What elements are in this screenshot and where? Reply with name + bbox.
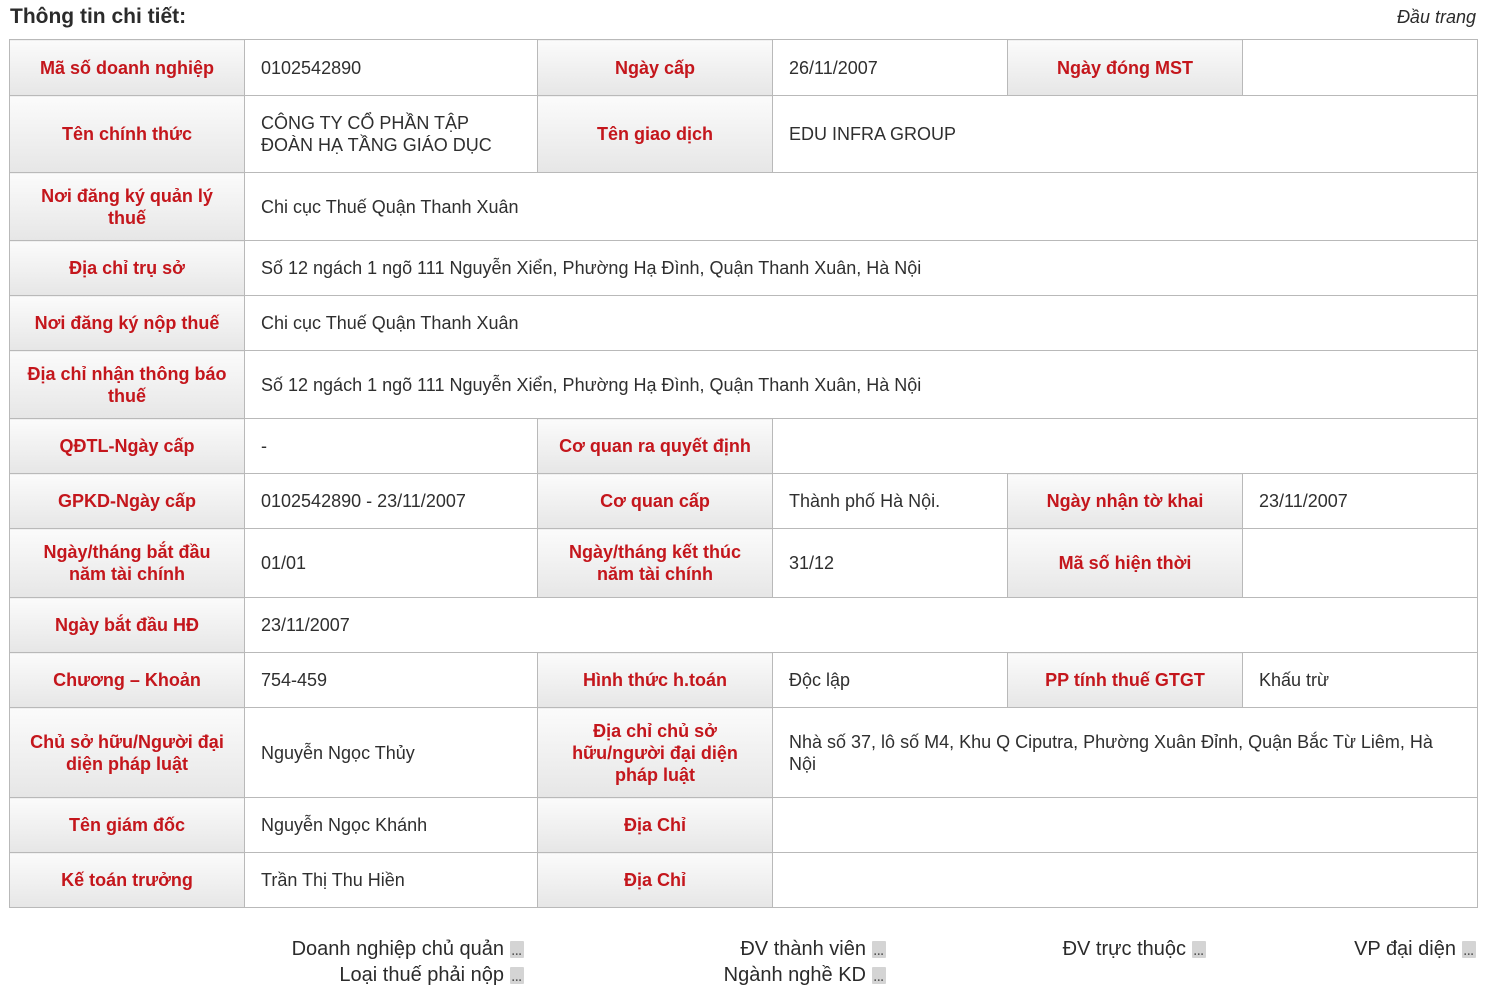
table-row [10,351,1478,419]
value-ngay-bat-dau-hd: 23/11/2007 [245,598,1478,653]
value-noi-dang-ky-nop-thue: Chi cục Thuế Quận Thanh Xuân [245,296,1478,351]
footer-column [1063,936,1206,962]
link-dv-truc-thuoc[interactable] [1063,936,1206,962]
back-to-top-link[interactable]: Đầu trang [1396,7,1476,27]
label-ngay-bat-dau-hd: Ngày bắt đầu HĐ [10,598,245,653]
more-icon[interactable] [510,941,524,958]
label-dia-chi-nhan-thong-bao-thue: Địa chỉ nhận thông báo thuế [10,351,245,419]
link-label: VP đại diện [1354,938,1456,960]
link-label: ĐV thành viên [740,938,866,960]
label-ngay-bat-dau-nam-tai-chinh: Ngày/tháng bắt đầu năm tài chính [10,529,245,598]
label-dia-chi-ke-toan: Địa Chỉ [538,853,773,908]
label-ten-giam-doc: Tên giám đốc [10,798,245,853]
value-dia-chi-ke-toan [773,853,1478,908]
label-chuong-khoan: Chương – Khoản [10,653,245,708]
table-row [10,708,1478,798]
value-noi-dang-ky-quan-ly-thue: Chi cục Thuế Quận Thanh Xuân [245,173,1478,241]
label-hinh-thuc-hach-toan: Hình thức h.toán [538,653,773,708]
value-ngay-ket-thuc-nam-tai-chinh: 31/12 [773,529,1008,598]
label-co-quan-cap: Cơ quan cấp [538,474,773,529]
value-co-quan-cap: Thành phố Hà Nội. [773,474,1008,529]
link-dv-thanh-vien[interactable] [724,936,886,962]
label-ten-chinh-thuc: Tên chính thức [10,96,245,173]
label-dia-chi-chu-so-huu: Địa chỉ chủ sở hữu/người đại diện pháp luật [538,708,773,798]
value-ma-so-hien-thoi [1243,529,1478,598]
value-ma-so-doanh-nghiep: 0102542890 [245,40,538,96]
footer-column [724,936,886,988]
value-ten-giao-dich: EDU INFRA GROUP [773,96,1478,173]
table-row [10,419,1478,474]
label-gpkd-ngay-cap: GPKD-Ngày cấp [10,474,245,529]
footer-column [1354,936,1476,962]
table-row [10,40,1478,96]
value-qdtl-ngay-cap: - [245,419,538,474]
value-ngay-bat-dau-nam-tai-chinh: 01/01 [245,529,538,598]
value-gpkd-ngay-cap: 0102542890 - 23/11/2007 [245,474,538,529]
value-ngay-cap: 26/11/2007 [773,40,1008,96]
link-label: Doanh nghiệp chủ quản [291,938,504,960]
label-ke-toan-truong: Kế toán trưởng [10,853,245,908]
table-row [10,798,1478,853]
label-ngay-dong-mst: Ngày đóng MST [1008,40,1243,96]
value-pp-tinh-thue-gtgt: Khấu trừ [1243,653,1478,708]
table-row [10,529,1478,598]
value-ten-giam-doc: Nguyễn Ngọc Khánh [245,798,538,853]
more-icon[interactable] [872,941,886,958]
table-row [10,474,1478,529]
label-ma-so-doanh-nghiep: Mã số doanh nghiệp [10,40,245,96]
more-icon[interactable] [1462,941,1476,958]
more-icon[interactable] [510,967,524,984]
related-links [0,936,1500,1002]
label-dia-chi-giam-doc: Địa Chỉ [538,798,773,853]
more-icon[interactable] [872,967,886,984]
label-qdtl-ngay-cap: QĐTL-Ngày cấp [10,419,245,474]
label-dia-chi-tru-so: Địa chỉ trụ sở [10,241,245,296]
table-row [10,853,1478,908]
value-chu-so-huu: Nguyễn Ngọc Thủy [245,708,538,798]
more-icon[interactable] [1192,941,1206,958]
link-loai-thue-phai-nop[interactable] [292,962,524,988]
label-ngay-nhan-to-khai: Ngày nhận tờ khai [1008,474,1243,529]
link-label: ĐV trực thuộc [1062,938,1186,960]
value-dia-chi-nhan-thong-bao-thue: Số 12 ngách 1 ngõ 111 Nguyễn Xiển, Phường Hạ Đình, Quận Thanh Xuân, Hà Nội [245,351,1478,419]
value-co-quan-ra-quyet-dinh [773,419,1478,474]
table-row [10,241,1478,296]
label-ma-so-hien-thoi: Mã số hiện thời [1008,529,1243,598]
link-doanh-nghiep-chu-quan[interactable] [292,936,524,962]
value-ten-chinh-thuc: CÔNG TY CỔ PHẦN TẬP ĐOÀN HẠ TẦNG GIÁO DỤC [245,96,538,173]
value-chuong-khoan: 754-459 [245,653,538,708]
table-row [10,173,1478,241]
label-ngay-cap: Ngày cấp [538,40,773,96]
table-row [10,296,1478,351]
footer-column [292,936,524,988]
link-label: Ngành nghề KD [723,964,866,986]
label-ten-giao-dich: Tên giao dịch [538,96,773,173]
link-vp-dai-dien[interactable] [1354,936,1476,962]
link-label: Loại thuế phải nộp [339,964,504,986]
value-dia-chi-chu-so-huu: Nhà số 37, lô số M4, Khu Q Ciputra, Phường Xuân Đỉnh, Quận Bắc Từ Liêm, Hà Nội [773,708,1478,798]
link-nganh-nghe-kd[interactable] [724,962,886,988]
label-noi-dang-ky-quan-ly-thue: Nơi đăng ký quản lý thuế [10,173,245,241]
label-pp-tinh-thue-gtgt: PP tính thuế GTGT [1008,653,1243,708]
table-row [10,598,1478,653]
label-chu-so-huu: Chủ sở hữu/Người đại diện pháp luật [10,708,245,798]
value-hinh-thuc-hach-toan: Độc lập [773,653,1008,708]
value-dia-chi-giam-doc [773,798,1478,853]
page-title: Thông tin chi tiết: [10,5,187,28]
label-co-quan-ra-quyet-dinh: Cơ quan ra quyết định [538,419,773,474]
value-dia-chi-tru-so: Số 12 ngách 1 ngõ 111 Nguyễn Xiển, Phường Hạ Đình, Quận Thanh Xuân, Hà Nội [245,241,1478,296]
label-ngay-ket-thuc-nam-tai-chinh: Ngày/tháng kết thúc năm tài chính [538,529,773,598]
label-noi-dang-ky-nop-thue: Nơi đăng ký nộp thuế [10,296,245,351]
table-row [10,96,1478,173]
value-ngay-nhan-to-khai: 23/11/2007 [1243,474,1478,529]
value-ke-toan-truong: Trần Thị Thu Hiền [245,853,538,908]
table-row [10,653,1478,708]
company-info-table [9,39,1478,908]
value-ngay-dong-mst [1243,40,1478,96]
